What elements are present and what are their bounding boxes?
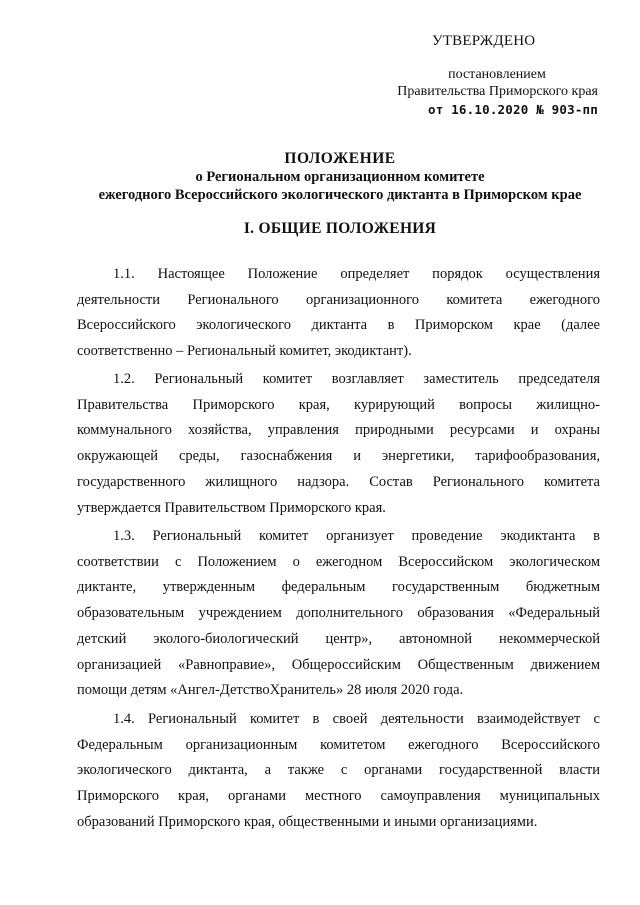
paragraph-line: 1.4. Региональный комитет в своей деятельности взаимодействует с xyxy=(113,711,600,727)
paragraph-line: помощи детям «Ангел-ДетствоХранитель» 28 июля 2020 года. xyxy=(77,682,464,699)
document-title: ПОЛОЖЕНИЕ xyxy=(284,150,396,167)
paragraph-line: Правительства Приморского края, курирующий вопросы жилищно- xyxy=(77,396,600,413)
document-subtitle-line-2: ежегодного Всероссийского экологического диктанта в Приморском крае xyxy=(98,187,582,203)
paragraph-line: соответственно – Региональный комитет, экодиктант). xyxy=(77,343,412,360)
paragraph-1-2 xyxy=(77,367,600,521)
paragraph-line: образований Приморского края, общественными и иными организациями. xyxy=(77,813,538,830)
paragraph-1-1 xyxy=(77,262,600,365)
paragraph-line: окружающей среды, газоснабжения и энергетики, тарифообразования, xyxy=(77,448,600,465)
paragraph-line: коммунального хозяйства, управления природными ресурсами и охраны xyxy=(77,422,600,439)
paragraph-line: экологического диктанта, а также с органами государственной власти xyxy=(77,762,600,779)
paragraph-1-4 xyxy=(77,707,600,836)
paragraph-1-3 xyxy=(77,524,600,704)
paragraph-line: Федеральным организационным комитетом ежегодного Всероссийского xyxy=(77,736,600,753)
paragraph-line: Приморского края, органами местного самоуправления муниципальных xyxy=(77,788,600,805)
approval-date-number: от 16.10.2020 № 903-пп xyxy=(428,102,598,117)
paragraph-line: организацией «Равноправие», Общероссийским Общественным движением xyxy=(77,656,600,673)
paragraph-line: диктанте, утвержденным федеральным государственным бюджетным xyxy=(77,579,600,596)
approval-line-1: постановлением xyxy=(448,67,546,82)
document-subtitle-line-1: о Региональном организационном комитете xyxy=(195,169,485,185)
paragraph-line: 1.2. Региональный комитет возглавляет заместитель председателя xyxy=(113,371,600,387)
paragraph-line: соответствии с Положением о ежегодном Всероссийском экологическом xyxy=(77,553,600,570)
approval-line-2: Правительства Приморского края xyxy=(397,84,598,99)
section-heading: I. ОБЩИЕ ПОЛОЖЕНИЯ xyxy=(243,220,437,237)
paragraph-line: 1.1. Настоящее Положение определяет порядок осуществления xyxy=(113,266,600,282)
paragraph-line: детский эколого-биологический центр», автономной некоммерческой xyxy=(77,630,600,647)
approval-block xyxy=(372,66,598,118)
paragraph-line: образовательным учреждением дополнительного образования «Федеральный xyxy=(77,605,600,622)
paragraph-line: государственного жилищного надзора. Состав Регионального комитета xyxy=(77,473,600,490)
paragraph-line: утверждается Правительством Приморского края. xyxy=(77,499,386,516)
approval-stamp-label: УТВЕРЖДЕНО xyxy=(432,33,536,49)
paragraph-line: деятельности Регионального организационного комитета ежегодного xyxy=(77,291,600,308)
paragraph-line: Всероссийского экологического диктанта в Приморском крае (далее xyxy=(77,317,600,334)
paragraph-line: 1.3. Региональный комитет организует проведение экодиктанта в xyxy=(113,528,600,544)
